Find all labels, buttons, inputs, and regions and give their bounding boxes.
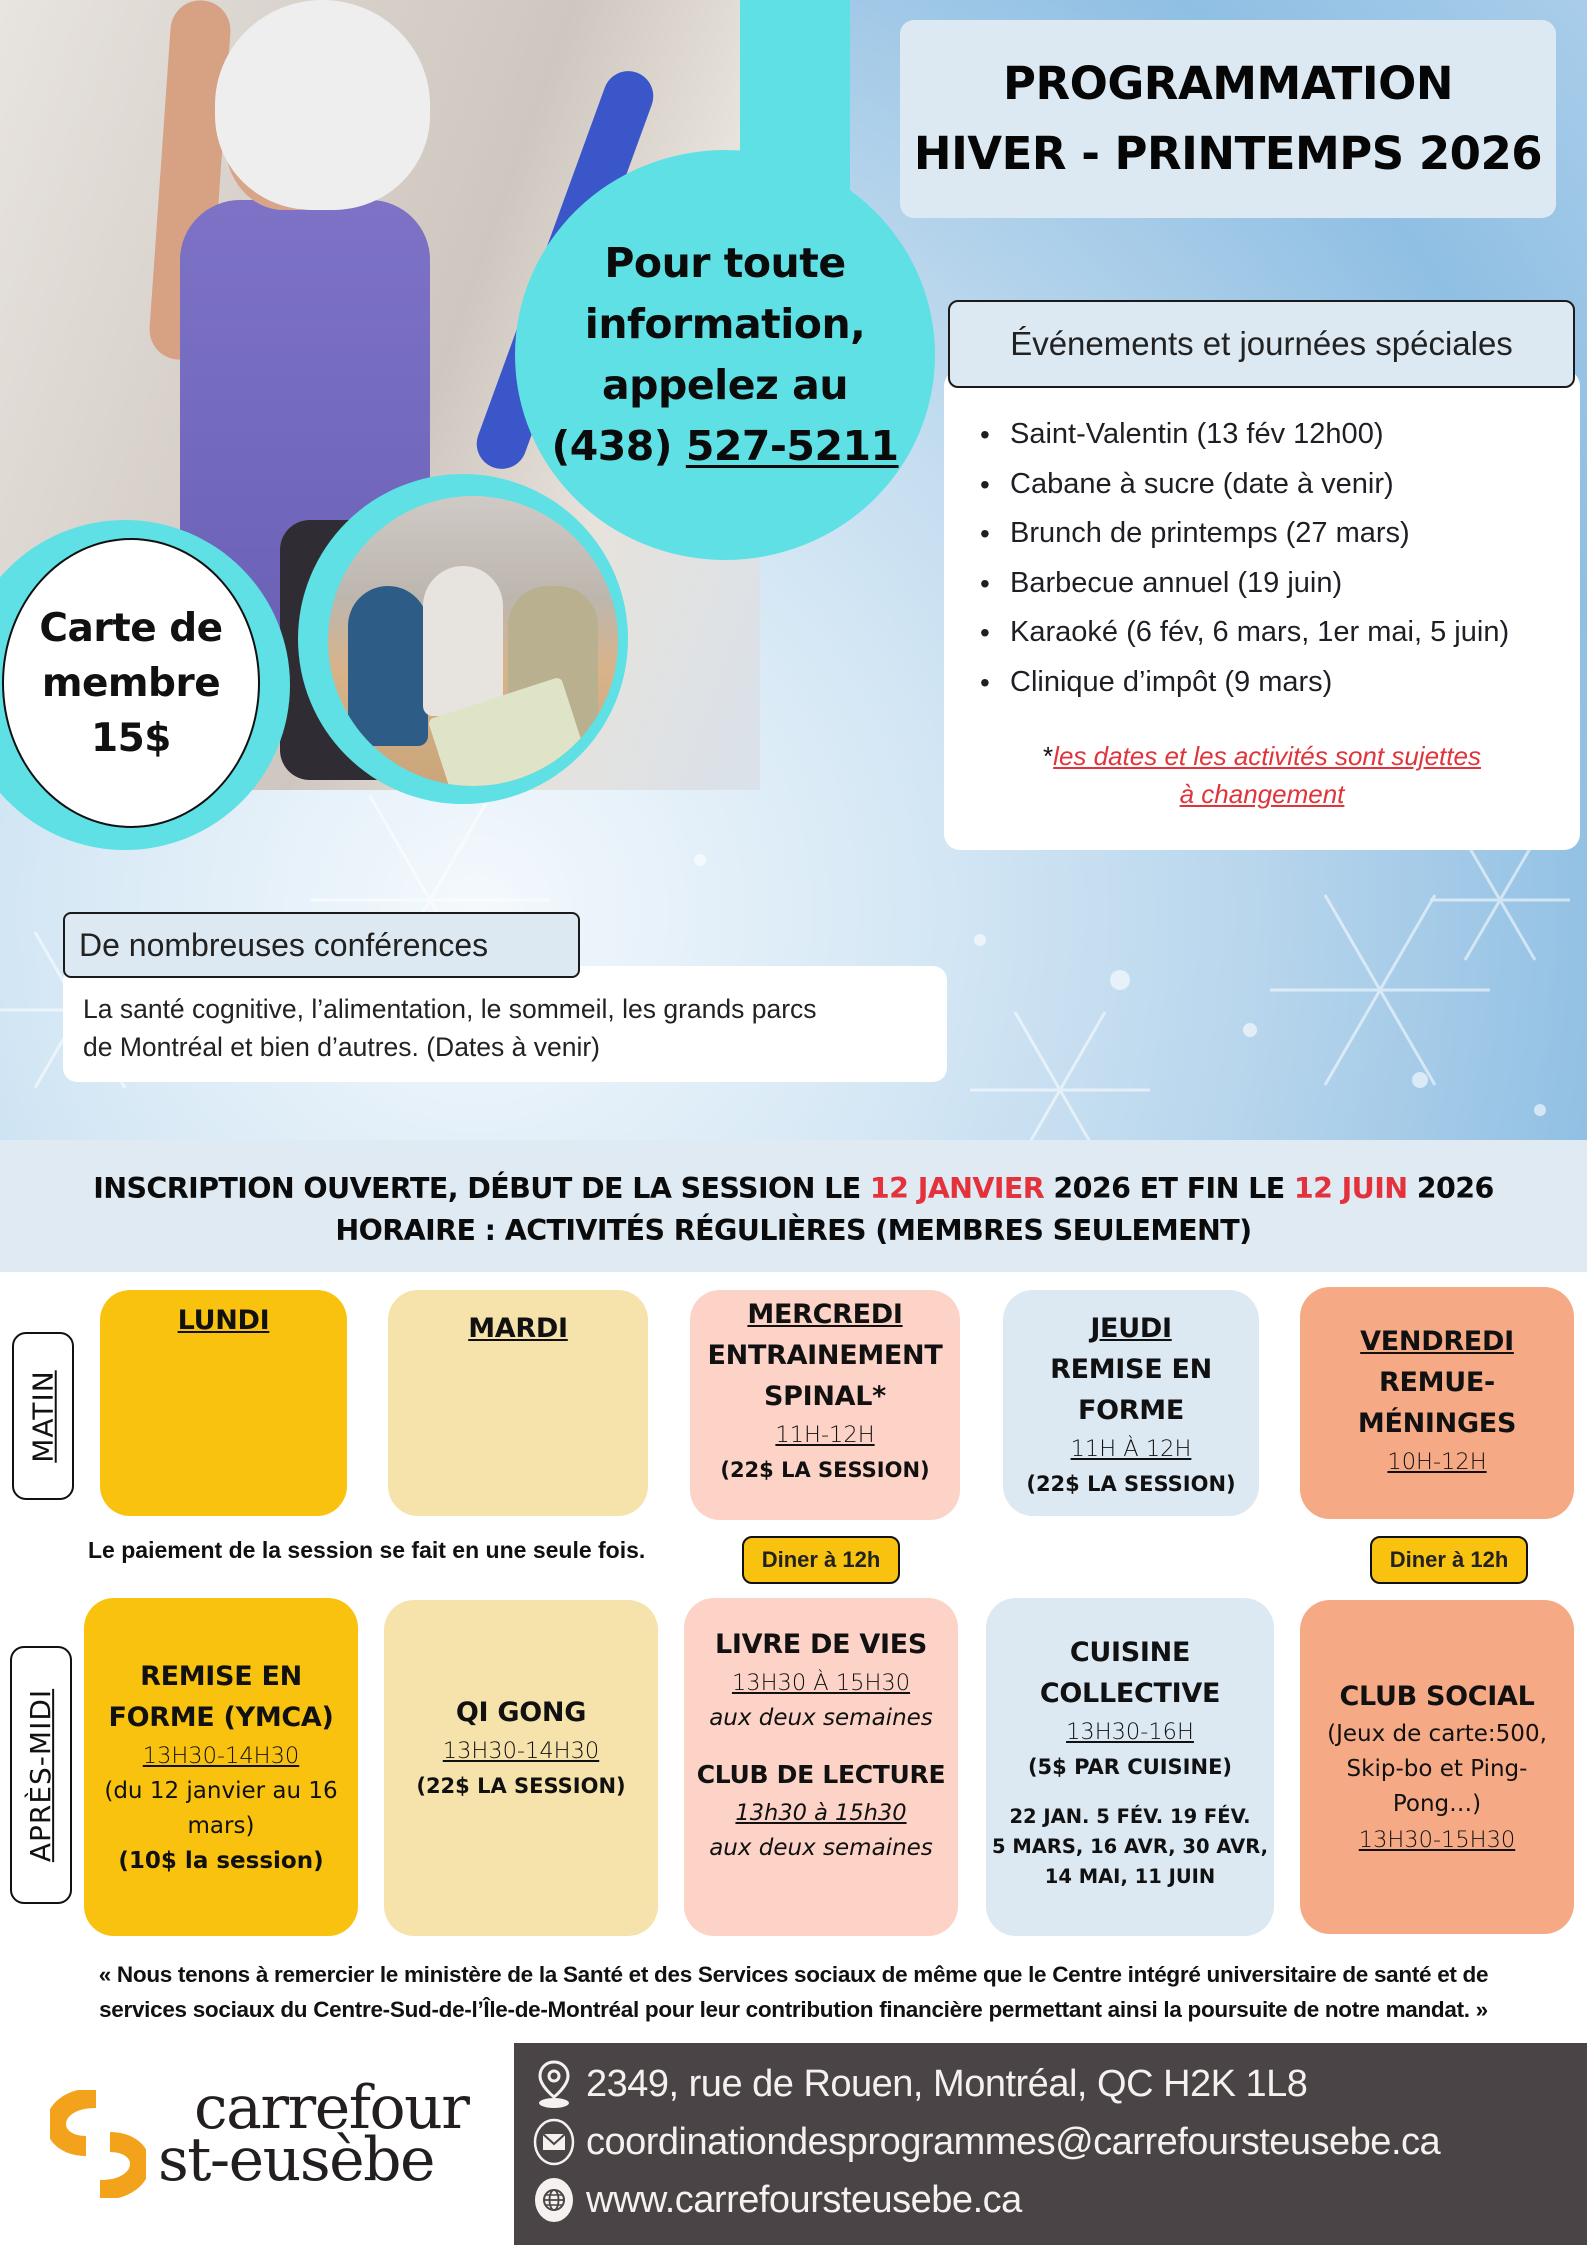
title-line-1: PROGRAMMATION xyxy=(1002,57,1454,110)
phone-number-link[interactable]: 527-5211 xyxy=(685,422,899,470)
organization-logo xyxy=(0,2040,514,2245)
card-friday-morning: VENDREDI REMUE- MÉNINGES 10H-12H xyxy=(1300,1287,1574,1519)
info-bubble xyxy=(515,150,935,560)
events-list xyxy=(980,410,1580,707)
time: 13H30-14H30 xyxy=(142,1743,300,1769)
price: (10$ la session) xyxy=(118,1848,324,1874)
page-title xyxy=(900,20,1556,218)
price: (22$ LA SESSION) xyxy=(1026,1472,1236,1496)
map-pin-icon xyxy=(532,2059,576,2109)
session-start-date: 12 JANVIER xyxy=(869,1172,1045,1205)
card-tuesday-morning xyxy=(388,1290,648,1516)
membership-badge xyxy=(2,538,260,828)
event-item: • Saint-Valentin (13 fév 12h00) xyxy=(980,410,1580,460)
membership-price: 15$ xyxy=(91,715,171,761)
conferences-line-1: La santé cognitive, l’alimentation, le sommeil, les grands parcs xyxy=(83,994,817,1024)
events-heading: Événements et journées spéciales xyxy=(948,300,1575,388)
address-row xyxy=(532,2055,1587,2113)
time: 13H30-16H xyxy=(1066,1719,1194,1745)
card-wednesday-morning: MERCREDI ENTRAINEMENT SPINAL* 11H-12H (22$ LA SESSION) xyxy=(690,1290,960,1520)
address-text: 2349, rue de Rouen, Montréal, QC H2K 1L8 xyxy=(586,2062,1308,2105)
event-item: • Karaoké (6 fév, 6 mars, 1er mai, 5 juin) xyxy=(980,608,1580,658)
conferences-heading: De nombreuses conférences xyxy=(63,912,580,978)
phone-line xyxy=(551,416,898,477)
time: 13H30-15H30 xyxy=(1358,1827,1516,1853)
event-item: • Clinique d’impôt (9 mars) xyxy=(980,658,1580,708)
membership-line-1: Carte de xyxy=(39,605,223,651)
conferences-panel xyxy=(63,966,947,1082)
acknowledgement-text: « Nous tenons à remercier le ministère de la Santé et des Services sociaux de même que le Centre intégré universitaire de santé et de services sociaux du Centre-Sud-de-l’Île-de-Montréal pour leur contribution financière permettant ainsi la poursuite de notre mandat. » xyxy=(98,1962,1489,2022)
day-tuesday: MARDI xyxy=(468,1313,568,1344)
website-link[interactable]: www.carrefoursteusebe.ca xyxy=(586,2178,1022,2221)
email-link[interactable]: coordinationdesprogrammes@carrefoursteusebe.ca xyxy=(586,2120,1441,2163)
title-line-2: HIVER - PRINTEMPS 2026 xyxy=(913,127,1543,180)
price: (22$ LA SESSION) xyxy=(720,1458,930,1482)
conferences-line-2: de Montréal et bien d’autres. (Dates à venir) xyxy=(83,1032,601,1062)
afternoon-label: APRÈS-MIDI xyxy=(10,1646,72,1904)
payment-note: Le paiement de la session se fait en une seule fois. xyxy=(88,1537,646,1563)
event-item: • Cabane à sucre (date à venir) xyxy=(980,460,1580,510)
seniors-game-photo xyxy=(328,496,618,786)
event-item: • Barbecue annuel (19 juin) xyxy=(980,559,1580,609)
card-thursday-afternoon: CUISINE COLLECTIVE 13H30-16H (5$ PAR CUISINE) 22 JAN. 5 FÉV. 19 FÉV. 5 MARS, 16 AVR, 30 AVR, 14 MAI, 11 JUIN xyxy=(986,1598,1274,1936)
day-wednesday: MERCREDI xyxy=(747,1299,903,1330)
envelope-icon xyxy=(532,2117,576,2167)
card-monday-morning xyxy=(100,1290,347,1516)
session-dates: INSCRIPTION OUVERTE, DÉBUT DE LA SESSION LE 12 JANVIER 2026 ET FIN LE 12 JUIN 2026 xyxy=(93,1172,1494,1205)
day-thursday: JEUDI xyxy=(1090,1313,1172,1344)
event-item: • Brunch de printemps (27 mars) xyxy=(980,509,1580,559)
card-monday-afternoon: REMISE EN FORME (YMCA) 13H30-14H30 (du 12 janvier au 16 mars) (10$ la session) xyxy=(84,1598,358,1936)
phone-area-code: (438) xyxy=(551,422,673,470)
logo-mark-icon xyxy=(50,2090,146,2198)
contact-bar xyxy=(514,2043,1587,2245)
info-line-2: information, xyxy=(584,300,866,348)
time: 13H30 À 15H30 xyxy=(731,1670,911,1696)
price: (5$ PAR CUISINE) xyxy=(1027,1755,1233,1779)
website-row xyxy=(532,2171,1587,2229)
time: 11H À 12H xyxy=(1070,1436,1192,1462)
time: 10H-12H xyxy=(1387,1449,1487,1475)
day-monday: LUNDI xyxy=(177,1305,270,1336)
info-line-3: appelez au xyxy=(601,361,849,409)
events-panel xyxy=(944,370,1580,850)
time: 11H-12H xyxy=(775,1422,875,1448)
morning-label: MATIN xyxy=(12,1332,74,1500)
membership-line-2: membre xyxy=(41,660,221,706)
session-banner xyxy=(0,1140,1587,1272)
email-row xyxy=(532,2113,1587,2171)
card-wednesday-afternoon: LIVRE DE VIES 13H30 À 15H30 aux deux semaines CLUB DE LECTURE 13h30 à 15h30 aux deux semaines xyxy=(684,1598,958,1936)
card-thursday-morning: JEUDI REMISE EN FORME 11H À 12H (22$ LA SESSION) xyxy=(1003,1290,1259,1516)
card-friday-afternoon: CLUB SOCIAL (Jeux de carte:500, Skip-bo et Ping- Pong…) 13H30-15H30 xyxy=(1300,1600,1574,1934)
day-friday: VENDREDI xyxy=(1360,1326,1514,1357)
lunch-badge-wednesday: Diner à 12h xyxy=(742,1536,900,1584)
info-line-1: Pour toute xyxy=(604,239,846,287)
price: (22$ LA SESSION) xyxy=(416,1774,626,1798)
time: 13H30-14H30 xyxy=(442,1738,600,1764)
session-end-date: 12 JUIN xyxy=(1293,1172,1408,1205)
logo-wordmark: carrefour st-eusèbe xyxy=(158,2073,469,2195)
schedule-heading: HORAIRE : ACTIVITÉS RÉGULIÈRES (MEMBRES SEULEMENT) xyxy=(335,1214,1252,1247)
globe-icon xyxy=(532,2175,576,2225)
lunch-badge-friday: Diner à 12h xyxy=(1370,1536,1528,1584)
card-tuesday-afternoon: QI GONG 13H30-14H30 (22$ LA SESSION) xyxy=(384,1600,658,1936)
time: 13h30 à 15h30 xyxy=(735,1800,907,1826)
events-disclaimer: *les dates et les activités sont sujettes à changement xyxy=(1043,741,1481,809)
